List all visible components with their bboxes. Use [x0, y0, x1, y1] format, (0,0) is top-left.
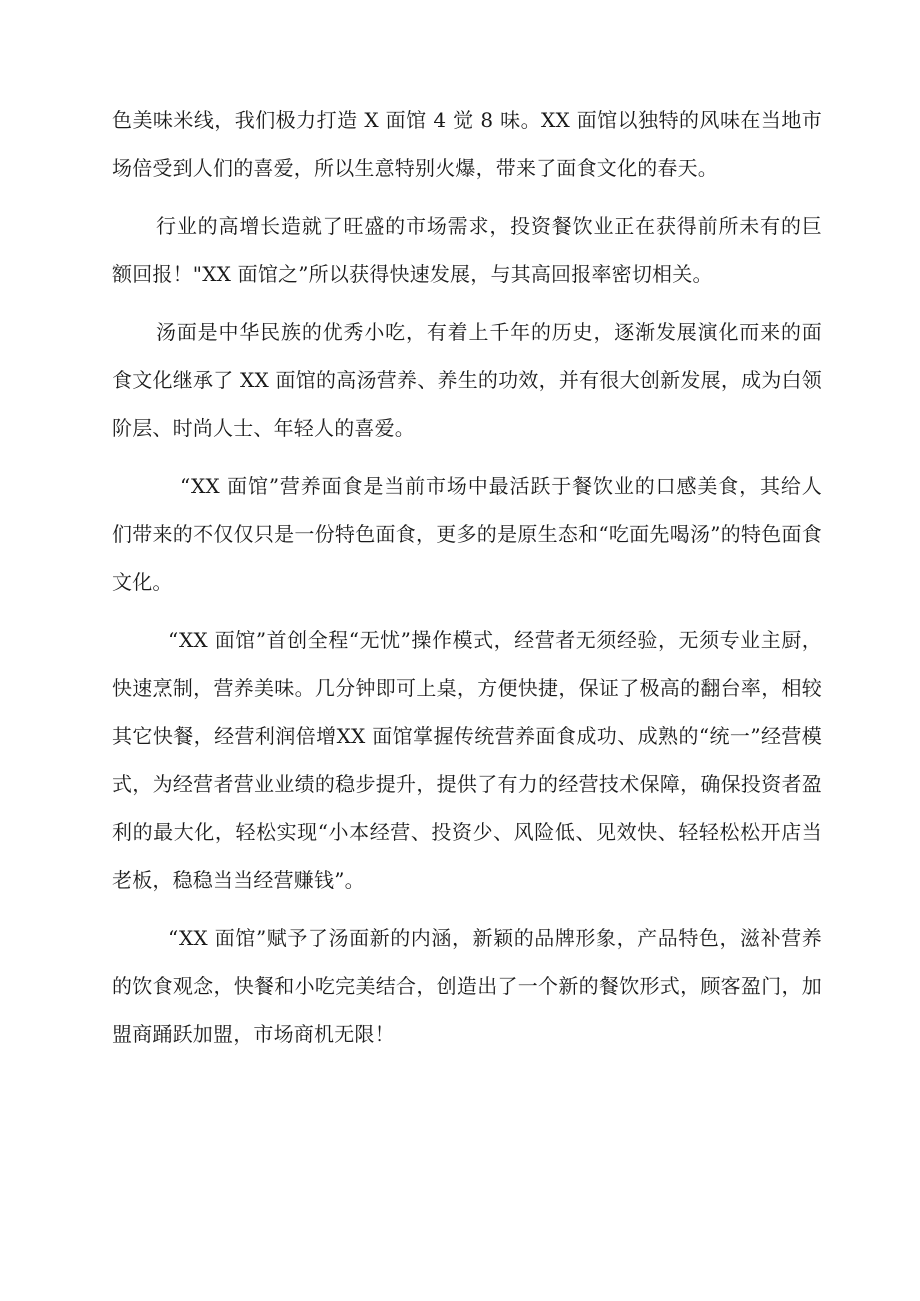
paragraph-6: “XX 面馆”赋予了汤面新的内涵，新颖的品牌形象，产品特色，滋补营养的饮食观念，快餐和小吃完美结合，创造出了一个新的餐饮形式，顾客盈门，加盟商踊跃加盟，市场商机无限！	[112, 926, 822, 1046]
paragraph-5: “XX 面馆”首创全程“无忧”操作模式，经营者无须经验，无须专业主厨，快速烹制，营养美味。几分钟即可上桌，方便快捷，保证了极高的翻台率，相较其它快餐，经营利润倍增XX 面馆掌握传统营养面食成功、成熟的“统一”经营模式，为经营者营业业绩的稳步提升，提供了有力的经营技术保障，确保投资者盈利的最大化，轻松实现“小本经营、投资少、风险低、见效快、轻轻松松开店当老板，稳稳当当经营赚钱”。	[112, 628, 822, 892]
paragraph-1: 色美味米线，我们极力打造 X 面馆 4 觉 8 味。XX 面馆以独特的风味在当地市场倍受到人们的喜爱，所以生意特别火爆，带来了面食文化的春天。	[112, 108, 822, 180]
paragraph-3: 汤面是中华民族的优秀小吃，有着上千年的历史，逐渐发展演化而来的面食文化继承了 XX 面馆的高汤营养、养生的功效，并有很大创新发展，成为白领阶层、时尚人士、年轻人的喜爱。	[112, 320, 822, 440]
document-body	[112, 96, 822, 1068]
paragraph-2: 行业的高增长造就了旺盛的市场需求，投资餐饮业正在获得前所未有的巨额回报！"XX 面馆之”所以获得快速发展，与其高回报率密切相关。	[112, 214, 822, 286]
paragraph-4: “XX 面馆”营养面食是当前市场中最活跃于餐饮业的口感美食，其给人们带来的不仅仅只是一份特色面食，更多的是原生态和“吃面先喝汤”的特色面食文化。	[112, 474, 822, 594]
